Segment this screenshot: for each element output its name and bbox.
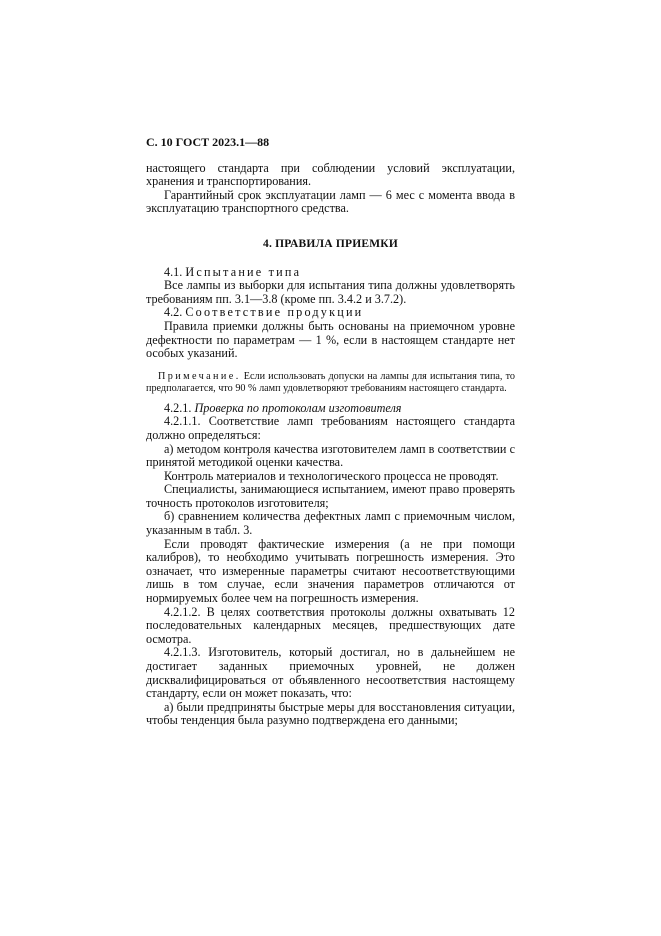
clause-4-1-title: Испытание типа — [185, 264, 302, 279]
clause-4-2-1-1-specialists: Специалисты, занимающиеся испытанием, имеют право проверять точность протоколов изготовителя; — [146, 482, 515, 510]
note-label: Примечание. — [158, 370, 241, 382]
clause-4-2-1-1-item-b: б) сравнением количества дефектных ламп с приемочным числом, указанным в табл. 3. — [146, 509, 515, 538]
clause-4-2-number: 4.2. — [164, 305, 183, 320]
clause-4-2-1-heading — [146, 402, 515, 416]
clause-4-2-heading — [146, 306, 515, 320]
intro-paragraph-2: Гарантийный срок эксплуатации ламп — 6 мес с момента ввода в эксплуатацию транспортного средства. — [146, 187, 515, 216]
clause-4-2-1-3-item-a: а) были предприняты быстрые меры для восстановления ситуации, чтобы тенденция была разумно подтверждена его данными; — [146, 699, 515, 728]
section-title: 4. ПРАВИЛА ПРИЕМКИ — [263, 237, 398, 250]
note — [146, 371, 515, 395]
clause-4-1-heading — [146, 266, 515, 280]
clause-4-2-1-2-text: 4.2.1.2. В целях соответствия протоколы должны охватывать 12 последовательных календарных месяцев, предшествующих дате осмотра. — [146, 604, 515, 646]
clause-4-2-title: Соответствие продукции — [185, 305, 364, 320]
clause-4-2-1-title: Проверка по протоколам изготовителя — [194, 400, 402, 415]
clause-4-2-1-1-measurement: Если проводят фактические измерения (а не при помощи калибров), то необходимо учитывать погрешность измерения. Это означает, что измеренные параметры считают несоответствующими лишь в том случае, если значения параметров отличаются от нормируемых более чем на погрешность измерения. — [146, 536, 515, 606]
note-text: Если использовать допуски на лампы для испытания типа, то предполагается, что 90 % ламп удовлетворяют требованиям настоящего стандарта. — [146, 370, 515, 394]
clause-4-2-1-3-text: 4.2.1.3. Изготовитель, который достигал, но в дальнейшем не достигает заданных приемочных уровней, не должен дисквалифицироваться от объявленного несоответствия настоящему стандарту, если он может показать, что: — [146, 645, 515, 701]
clause-4-2-text: Правила приемки должны быть основаны на приемочном уровне дефектности по параметрам — 1 %, если в настоящем стандарте нет особых указаний. — [146, 318, 515, 361]
clause-4-2-1-1-control: Контроль материалов и технологического процесса не проводят. — [164, 468, 499, 483]
intro-paragraph-1: настоящего стандарта при соблюдении условий эксплуатации, хранения и транспортирования. — [146, 160, 515, 189]
clause-4-2-1-1-text: 4.2.1.1. Соответствие ламп требованиям настоящего стандарта должно определяться: — [146, 414, 515, 442]
clause-4-1-text: Все лампы из выборки для испытания типа должны удовлетворять требованиям пп. 3.1—3.8 (кроме пп. 3.4.2 и 3.7.2). — [146, 278, 515, 306]
clause-4-1-number: 4.1. — [164, 264, 183, 279]
document-page — [146, 136, 515, 728]
clause-4-2-1-number: 4.2.1. — [164, 400, 192, 415]
clause-4-2-1-1-item-a: а) методом контроля качества изготовителем ламп в соответствии с принятой методикой оценки качества. — [146, 441, 515, 470]
page-header: С. 10 ГОСТ 2023.1—88 — [146, 135, 270, 149]
